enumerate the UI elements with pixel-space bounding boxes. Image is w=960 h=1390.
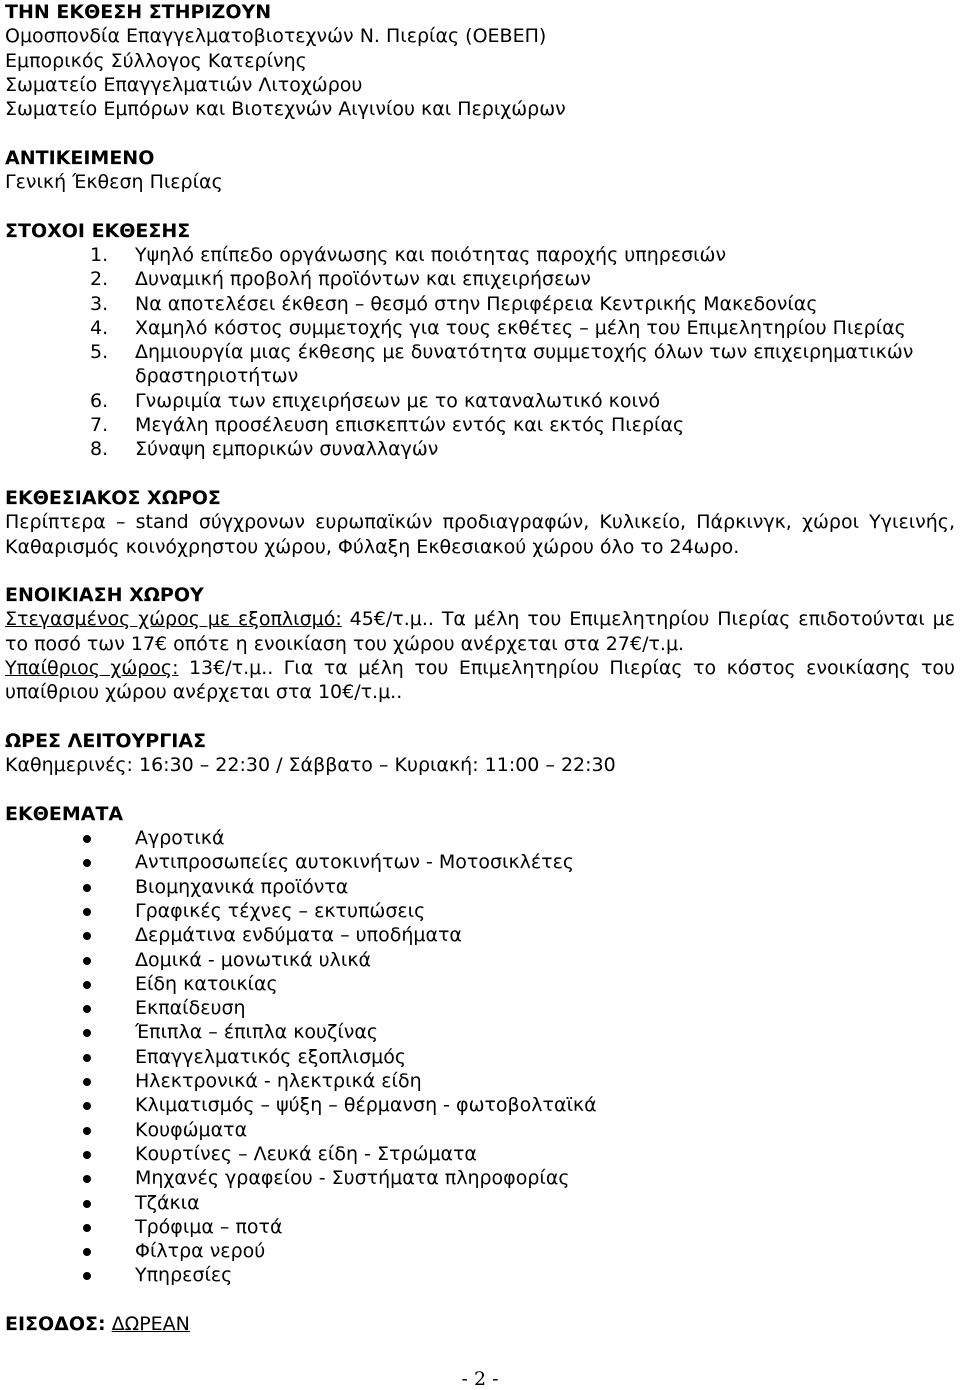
admission-value: ΔΩΡΕΑΝ (111, 1313, 190, 1336)
goal-text: Σύναψη εμπορικών συναλλαγών (135, 438, 439, 461)
exhibit-label: Μηχανές γραφείου - Συστήματα πληροφορίας (135, 1167, 570, 1190)
bullet-icon (83, 1102, 91, 1110)
exhibit-item (5, 1069, 955, 1093)
rental-covered-label: Στεγασμένος χώρος με εξοπλισμό: (5, 608, 342, 631)
goal-text: Δυναμική προβολή προϊόντων και επιχειρήσεων (135, 268, 591, 291)
subject-heading: ΑΝΤΙΚΕΙΜΕΝΟ (5, 146, 155, 169)
exhibit-label: Έπιπλα – έπιπλα κουζίνας (135, 1021, 379, 1044)
bullet-icon (83, 835, 91, 843)
exhibits-heading: ΕΚΘΕΜΑΤΑ (5, 802, 124, 825)
goals-list (5, 243, 955, 462)
exhibit-item (5, 1191, 955, 1215)
document-page (5, 0, 955, 1336)
exhibit-item (5, 1020, 955, 1044)
exhibit-item (5, 996, 955, 1020)
venue-text: Περίπτερα – stand σύγχρονων ευρωπαϊκών προδιαγραφών, Κυλικείο, Πάρκινγκ, χώροι Υγιεινής, Καθαρισμός κοινόχρηστου χώρου, Φύλαξη Εκθεσιακού χώρου όλο το 24ωρο. (5, 511, 955, 558)
exhibit-label: Τρόφιμα – ποτά (135, 1215, 283, 1238)
bullet-icon (83, 1054, 91, 1062)
exhibit-item (5, 1118, 955, 1142)
bullet-icon (83, 957, 91, 965)
bullet-icon (83, 1175, 91, 1183)
rental-covered-paragraph (5, 607, 955, 656)
goal-number: 1. (90, 243, 109, 266)
bullet-icon (83, 1200, 91, 1208)
goal-item (5, 389, 955, 413)
rental-outdoor-paragraph (5, 656, 955, 705)
admission-label: ΕΙΣΟΔΟΣ: (5, 1313, 106, 1336)
exhibit-label: Τζάκια (135, 1191, 200, 1214)
exhibit-label: Γραφικές τέχνες – εκτυπώσεις (135, 899, 426, 922)
exhibit-label: Δομικά - μονωτικά υλικά (135, 948, 372, 971)
bullet-icon (83, 1248, 91, 1256)
exhibit-label: Κουρτίνες – Λευκά είδη - Στρώματα (135, 1142, 477, 1165)
goal-item (5, 243, 955, 267)
goal-item (5, 316, 955, 340)
goal-number: 6. (90, 389, 109, 412)
bullet-icon (83, 884, 91, 892)
exhibits-list (5, 826, 955, 1288)
goal-text: Χαμηλό κόστος συμμετοχής για τους εκθέτες – μέλη του Επιμελητηρίου Πιερίας (135, 316, 906, 339)
exhibit-item (5, 1045, 955, 1069)
exhibit-item (5, 948, 955, 972)
exhibit-item (5, 850, 955, 874)
exhibit-label: Επαγγελματικός εξοπλισμός (135, 1045, 406, 1068)
exhibit-label: Είδη κατοικίας (135, 972, 278, 995)
rental-covered-text: 45€/τ.μ.. Τα μέλη του Επιμελητηρίου Πιερίας επιδοτούνται με το ποσό των 17€ οπότε η ενοικίαση του χώρου ανέρχεται στα 27€/τ.μ. (5, 608, 955, 655)
goal-number: 3. (90, 292, 109, 315)
exhibit-item (5, 1263, 955, 1287)
exhibit-item (5, 826, 955, 850)
supporter-item: Εμπορικός Σύλλογος Κατερίνης (5, 49, 307, 72)
venue-heading: ΕΚΘΕΣΙΑΚΟΣ ΧΩΡΟΣ (5, 486, 221, 509)
exhibit-label: Κουφώματα (135, 1118, 248, 1141)
supporter-item: Ομοσπονδία Επαγγελματοβιοτεχνών Ν. Πιερίας (ΟΕΒΕΠ) (5, 25, 547, 48)
exhibit-item (5, 899, 955, 923)
hours-text: Καθημερινές: 16:30 – 22:30 / Σάββατο – Κυριακή: 11:00 – 22:30 (5, 754, 616, 777)
exhibit-item (5, 1166, 955, 1190)
supporters-list (5, 24, 955, 121)
admission-line (5, 1312, 955, 1336)
rental-outdoor-label: Υπαίθριος χώρος: (5, 657, 179, 680)
rental-outdoor-text: 13€/τ.μ.. Για τα μέλη του Επιμελητηρίου Πιερίας το κόστος ενοικίασης του υπαίθριου χώρου ανέρχεται στα 10€/τ.μ.. (5, 657, 956, 704)
bullet-icon (83, 1272, 91, 1280)
rental-heading: ΕΝΟΙΚΙΑΣΗ ΧΩΡΟΥ (5, 584, 204, 607)
goal-text: Δημιουργία μιας έκθεσης με δυνατότητα συμμετοχής όλων των επιχειρηματικών δραστηριοτήτων (135, 341, 914, 388)
exhibit-item (5, 1215, 955, 1239)
bullet-icon (83, 1127, 91, 1135)
exhibit-item (5, 875, 955, 899)
goal-item (5, 437, 955, 461)
bullet-icon (83, 1078, 91, 1086)
goal-text: Μεγάλη προσέλευση επισκεπτών εντός και εκτός Πιερίας (135, 414, 685, 437)
exhibit-label: Αντιπροσωπείες αυτοκινήτων - Μοτοσικλέτες (135, 851, 575, 874)
bullet-icon (83, 981, 91, 989)
goal-item (5, 267, 955, 291)
bullet-icon (83, 1151, 91, 1159)
exhibit-label: Φίλτρα νερού (135, 1240, 266, 1263)
goal-item (5, 413, 955, 437)
goal-text: Γνωριμία των επιχειρήσεων με το καταναλωτικό κοινό (135, 389, 661, 412)
goal-number: 2. (90, 268, 109, 291)
goal-number: 5. (90, 341, 109, 364)
page-number: - 2 - (461, 1368, 499, 1390)
goal-number: 8. (90, 438, 109, 461)
subject-text: Γενική Έκθεση Πιερίας (5, 171, 223, 194)
goal-number: 7. (90, 414, 109, 437)
bullet-icon (83, 908, 91, 916)
bullet-icon (83, 1005, 91, 1013)
exhibit-item (5, 1093, 955, 1117)
goals-heading: ΣΤΟΧΟΙ ΕΚΘΕΣΗΣ (5, 219, 191, 242)
exhibit-label: Βιομηχανικά προϊόντα (135, 875, 349, 898)
exhibit-label: Αγροτικά (135, 827, 225, 850)
bullet-icon (83, 1029, 91, 1037)
supporter-item: Σωματείο Εμπόρων και Βιοτεχνών Αιγινίου και Περιχώρων (5, 98, 566, 121)
exhibit-label: Ηλεκτρονικά - ηλεκτρικά είδη (135, 1070, 422, 1093)
exhibit-item (5, 1239, 955, 1263)
hours-heading: ΩΡΕΣ ΛΕΙΤΟΥΡΓΙΑΣ (5, 729, 207, 752)
exhibit-label: Εκπαίδευση (135, 997, 246, 1020)
exhibit-item (5, 923, 955, 947)
exhibit-label: Δερμάτινα ενδύματα – υποδήματα (135, 924, 462, 947)
goal-item (5, 292, 955, 316)
exhibit-item (5, 1142, 955, 1166)
goal-text: Υψηλό επίπεδο οργάνωσης και ποιότητας παροχής υπηρεσιών (135, 243, 727, 266)
goal-number: 4. (90, 316, 109, 339)
exhibit-label: Κλιματισμός – ψύξη – θέρμανση - φωτοβολταϊκά (135, 1094, 597, 1117)
goal-text: Να αποτελέσει έκθεση – θεσμό στην Περιφέρεια Κεντρικής Μακεδονίας (135, 292, 818, 315)
supporter-item: Σωματείο Επαγγελματιών Λιτοχώρου (5, 73, 363, 96)
bullet-icon (83, 859, 91, 867)
goal-item (5, 340, 955, 389)
bullet-icon (83, 932, 91, 940)
bullet-icon (83, 1224, 91, 1232)
supporters-heading: ΤΗΝ ΕΚΘΕΣΗ ΣΤΗΡΙΖΟΥΝ (5, 1, 272, 23)
exhibit-label: Υπηρεσίες (135, 1264, 233, 1287)
exhibit-item (5, 972, 955, 996)
